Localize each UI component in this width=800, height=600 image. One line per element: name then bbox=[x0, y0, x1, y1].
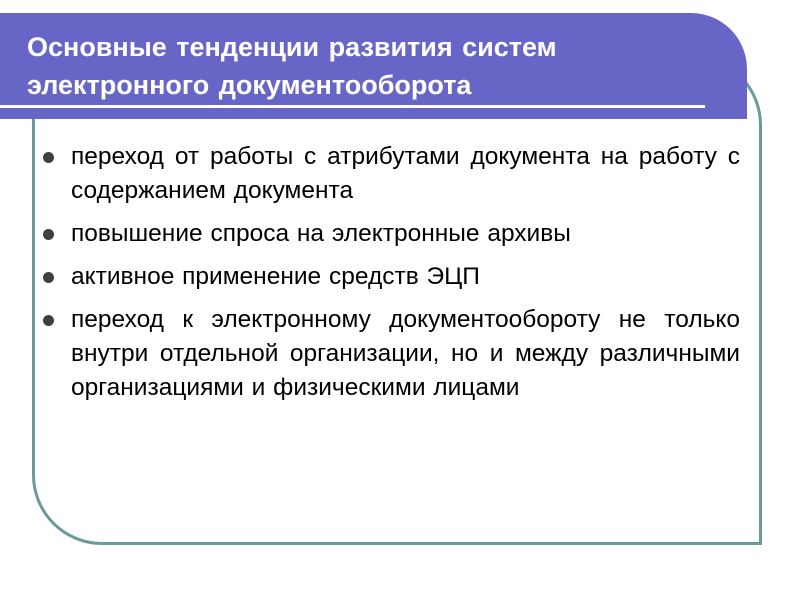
slide-title-line-2: электронного документооборота bbox=[27, 70, 472, 100]
bullet-item bbox=[43, 140, 740, 208]
bullet-item bbox=[43, 217, 740, 251]
bullet-dot-icon bbox=[43, 229, 54, 240]
bullet-text: переход от работы с атрибутами документа на работу с содержанием документа bbox=[71, 143, 740, 204]
bullet-text: активное применение средств ЭЦП bbox=[71, 263, 480, 290]
bullet-list bbox=[43, 140, 740, 414]
slide-title bbox=[27, 28, 707, 104]
slide-title-line-1: Основные тенденции развития систем bbox=[27, 32, 557, 62]
title-bar bbox=[0, 13, 747, 119]
bullet-item bbox=[43, 303, 740, 405]
bullet-dot-icon bbox=[43, 152, 54, 163]
bullet-text: переход к электронному документообороту не только внутри отдельной организации, но и между различными организациями и физическими лицами bbox=[71, 306, 740, 401]
bullet-dot-icon bbox=[43, 272, 54, 283]
title-underline bbox=[0, 105, 705, 108]
bullet-text: повышение спроса на электронные архивы bbox=[71, 220, 571, 247]
bullet-item bbox=[43, 260, 740, 294]
bullet-dot-icon bbox=[43, 315, 54, 326]
